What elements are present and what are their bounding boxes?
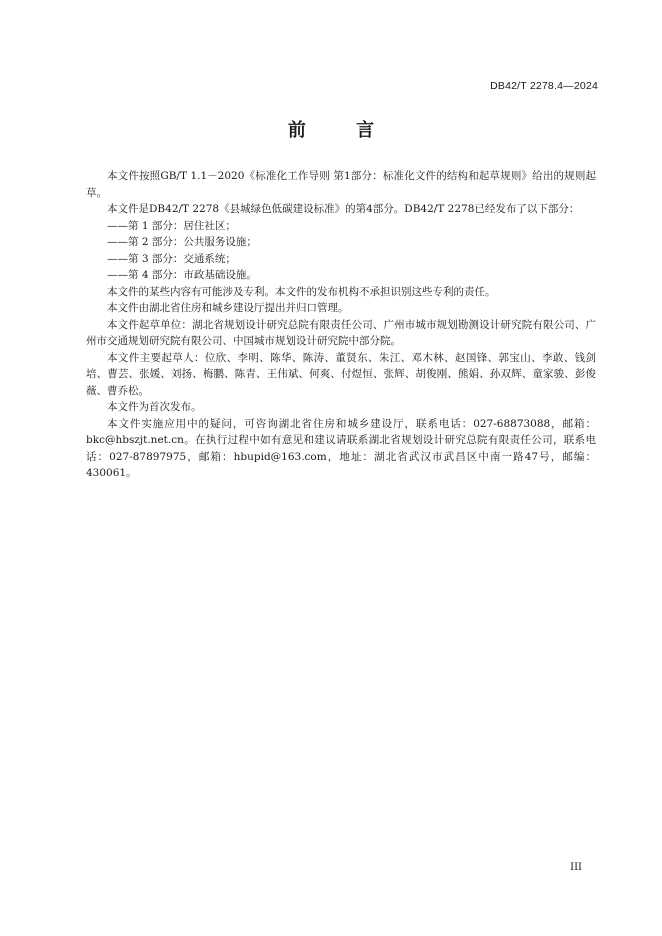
page-number: III — [570, 862, 582, 873]
document-body — [86, 168, 596, 482]
paragraph-drafters: 本文件主要起草人：位欣、李明、陈华、陈涛、董贤东、朱江、邓木林、赵国锋、郭宝山、李敢、钱剑培、曹芸、张媛、刘扬、梅鹏、陈青、王伟斌、何爽、付煜恒、张辉、胡俊刚、熊娟、孙双辉、童家骏、彭俊薇、曹乔松。 — [86, 351, 596, 397]
paragraph-proposer: 本文件由湖北省住房和城乡建设厅提出并归口管理。 — [107, 302, 349, 314]
document-code: DB42/T 2278.4—2024 — [490, 80, 598, 92]
list-item-part-2: ——第 2 部分：公共服务设施； — [107, 236, 257, 248]
paragraph-first-release: 本文件为首次发布。 — [107, 401, 202, 413]
list-item-part-4: ——第 4 部分：市政基础设施。 — [107, 269, 257, 281]
page-title: 前 言 — [287, 120, 397, 141]
paragraph-drafting-rules: 本文件按照GB/T 1.1－2020《标准化工作导则 第1部分：标准化文件的结构和起草规则》给出的规则起草。 — [86, 170, 596, 199]
paragraph-patent: 本文件的某些内容有可能涉及专利。本文件的发布机构不承担识别这些专利的责任。 — [107, 285, 496, 298]
list-item-part-1: ——第 1 部分：居住社区； — [107, 219, 236, 232]
list-item-part-3: ——第 3 部分：交通系统； — [107, 252, 236, 265]
paragraph-drafting-units: 本文件起草单位：湖北省规划设计研究总院有限责任公司、广州市城市规划勘测设计研究院有限公司、广州市交通规划研究院有限公司、中国城市规划设计研究院中部分院。 — [86, 318, 596, 347]
paragraph-series-intro: 本文件是DB42/T 2278《县城绿色低碳建设标准》的第4部分。DB42/T 2278已经发布了以下部分： — [107, 203, 580, 215]
paragraph-contact: 本文件实施应用中的疑问，可咨询湖北省住房和城乡建设厅，联系电话：027-68873088，邮箱：bkc@hbszjt.net.cn。在执行过程中如有意见和建议请联系湖北省规划设计研究总院有限责任公司，联系电话：027-87897975，邮箱：hbupid@163.com，地址：湖北省武汉市武昌区中南一路47号，邮编：430061。 — [86, 417, 596, 479]
